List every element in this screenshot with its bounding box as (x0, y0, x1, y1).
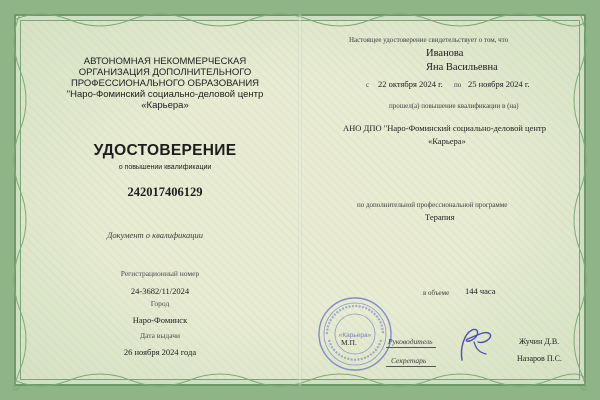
org-line-5: «Карьера» (141, 100, 189, 111)
city-value: Наро-Фоминск (132, 315, 188, 325)
head-name: Жучин Д.В. (519, 337, 560, 346)
org-line-3: ПРОФЕССИОНАЛЬНОГО ОБРАЗОВАНИЯ (70, 78, 260, 89)
volume-value: 144 часа (465, 286, 496, 296)
certificate-title: УДОСТОВЕРЕНИЕ (93, 142, 237, 159)
reg-number-label: Регистрационный номер (120, 269, 200, 278)
from-date: 22 октября 2024 г. (378, 79, 443, 89)
right-org-line-1: АНО ДПО "Наро-Фоминский социально-деловой центр (343, 123, 546, 133)
org-line-2: ОРГАНИЗАЦИЯ ДОПОЛНИТЕЛЬНОГО (78, 67, 252, 78)
org-line-4: "Наро-Фоминский социально-деловой центр (66, 89, 264, 100)
intro-text: Настоящее удостоверение свидетельствует о том, что (349, 36, 509, 44)
org-line-1: АВТОНОМНАЯ НЕКОММЕРЧЕСКАЯ (83, 56, 247, 67)
passed-text: прошел(а) повышение квалификации в (на) (389, 102, 519, 110)
certificate-number: 242017406129 (127, 185, 203, 199)
holder-surname: Иванова (426, 48, 464, 59)
head-signature-line (386, 347, 436, 348)
center-fold (298, 14, 302, 386)
from-prefix: с (366, 81, 370, 89)
volume-label: в объеме (423, 289, 450, 297)
seal-place-mark: М.П. (341, 338, 357, 347)
secretary-name: Назаров П.С. (517, 354, 562, 363)
secretary-label: Секретарь (391, 356, 427, 365)
seal-center-text: «Карьера» (338, 332, 372, 339)
certificate-subtitle: о повышении квалификации (118, 164, 212, 171)
program-label: по дополнительной профессиональной программе (357, 201, 508, 209)
handwritten-signature (448, 322, 498, 364)
document-type: Документ о квалификации (106, 230, 204, 240)
holder-name: Яна Васильевна (426, 62, 498, 73)
head-label: Руководитель (388, 337, 433, 346)
secretary-signature-line (386, 366, 436, 367)
right-org-line-2: «Карьера» (428, 136, 466, 146)
issue-date-value: 26 ноября 2024 года (123, 347, 197, 357)
to-date: 25 ноября 2024 г. (468, 79, 530, 89)
city-label: Город (150, 299, 170, 308)
reg-number-value: 24-3682/11/2024 (130, 286, 190, 296)
issue-date-label: Дата выдачи (139, 331, 181, 340)
official-seal (317, 296, 393, 372)
program-value: Терапия (425, 212, 455, 222)
to-prefix: по (454, 81, 462, 89)
